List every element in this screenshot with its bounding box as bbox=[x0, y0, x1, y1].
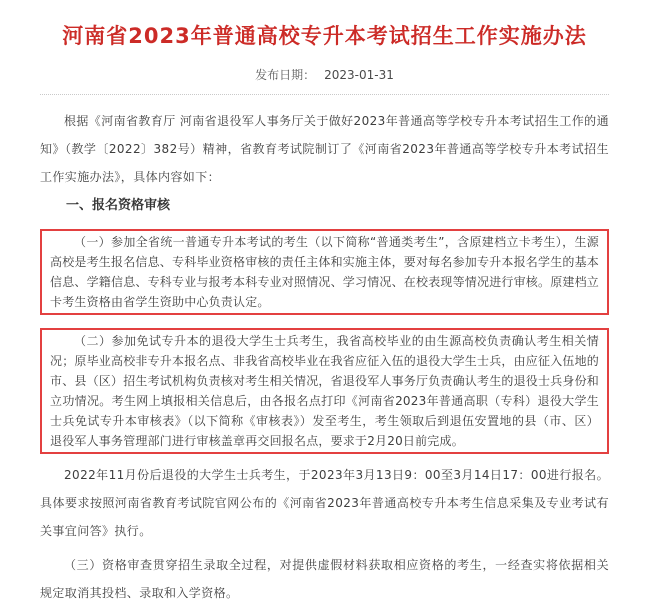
publish-date-value: 2023-01-31 bbox=[324, 68, 394, 82]
highlight-box-clause-2 bbox=[40, 328, 609, 454]
section-heading: 一、报名资格审核 bbox=[66, 198, 171, 213]
publish-date-label: 发布日期： bbox=[255, 68, 316, 82]
intro-paragraph: 根据《河南省教育厅 河南省退役军人事务厅关于做好2023年普通高等学校专升本考试招生工作的通知》（教学〔2022〕382号）精神，省教育考试院制订了《河南省2023年普通高等学校专升本考试招生工作实施办法》，具体内容如下： bbox=[40, 114, 609, 184]
page-title: 河南省2023年普通高校专升本考试招生工作实施办法 bbox=[62, 24, 587, 48]
clause-3-paragraph: （三）资格审查贯穿招生录取全过程，对提供虚假材料获取相应资格的考生，一经查实将依据相关规定取消其投档、录取和入学资格。 bbox=[40, 558, 609, 600]
highlight-box-clause-1 bbox=[40, 229, 609, 315]
clause-2-paragraph: （二）参加免试专升本的退役大学生士兵考生，我省高校毕业的由生源高校负责确认考生相关情况；原毕业高校非专升本报名点、非我省高校毕业在我省应征入伍的退役大学生士兵，由应征入伍地的市、县（区）招生考试机构负责核对考生相关情况，省退役军人事务厅负责确认考生的退役士兵身份和立功情况。考生网上填报相关信息后，由各报名点打印《河南省2023年普通高职（专科）退役大学生士兵免试专升本审核表》（以下简称《审核表》）发至考生，考生领取后到退伍安置地的县（市、区）退役军人事务管理部门进行审核盖章再交回报名点，要求于2月20日前完成。 bbox=[50, 334, 600, 448]
clause-1-paragraph: （一）参加全省统一普通专升本考试的考生（以下简称“普通类考生”，含原建档立卡考生），生源高校是考生报名信息、专科毕业资格审核的责任主体和实施主体，要对每名参加专升本报名学生的基本信息、学籍信息、专科专业与报考本科专业对照情况、学习情况、在校表现等情况进行审核。原建档立卡考生资格由省学生资助中心负责认定。 bbox=[50, 235, 600, 309]
veteran-signup-paragraph: 2022年11月份后退役的大学生士兵考生，于2023年3月13日9：00至3月14日17：00进行报名。具体要求按照河南省教育考试院官网公布的《河南省2023年普通高校专升本考生信息采集及专业考试有关事宜问答》执行。 bbox=[40, 468, 609, 538]
publish-date-row bbox=[40, 66, 609, 95]
